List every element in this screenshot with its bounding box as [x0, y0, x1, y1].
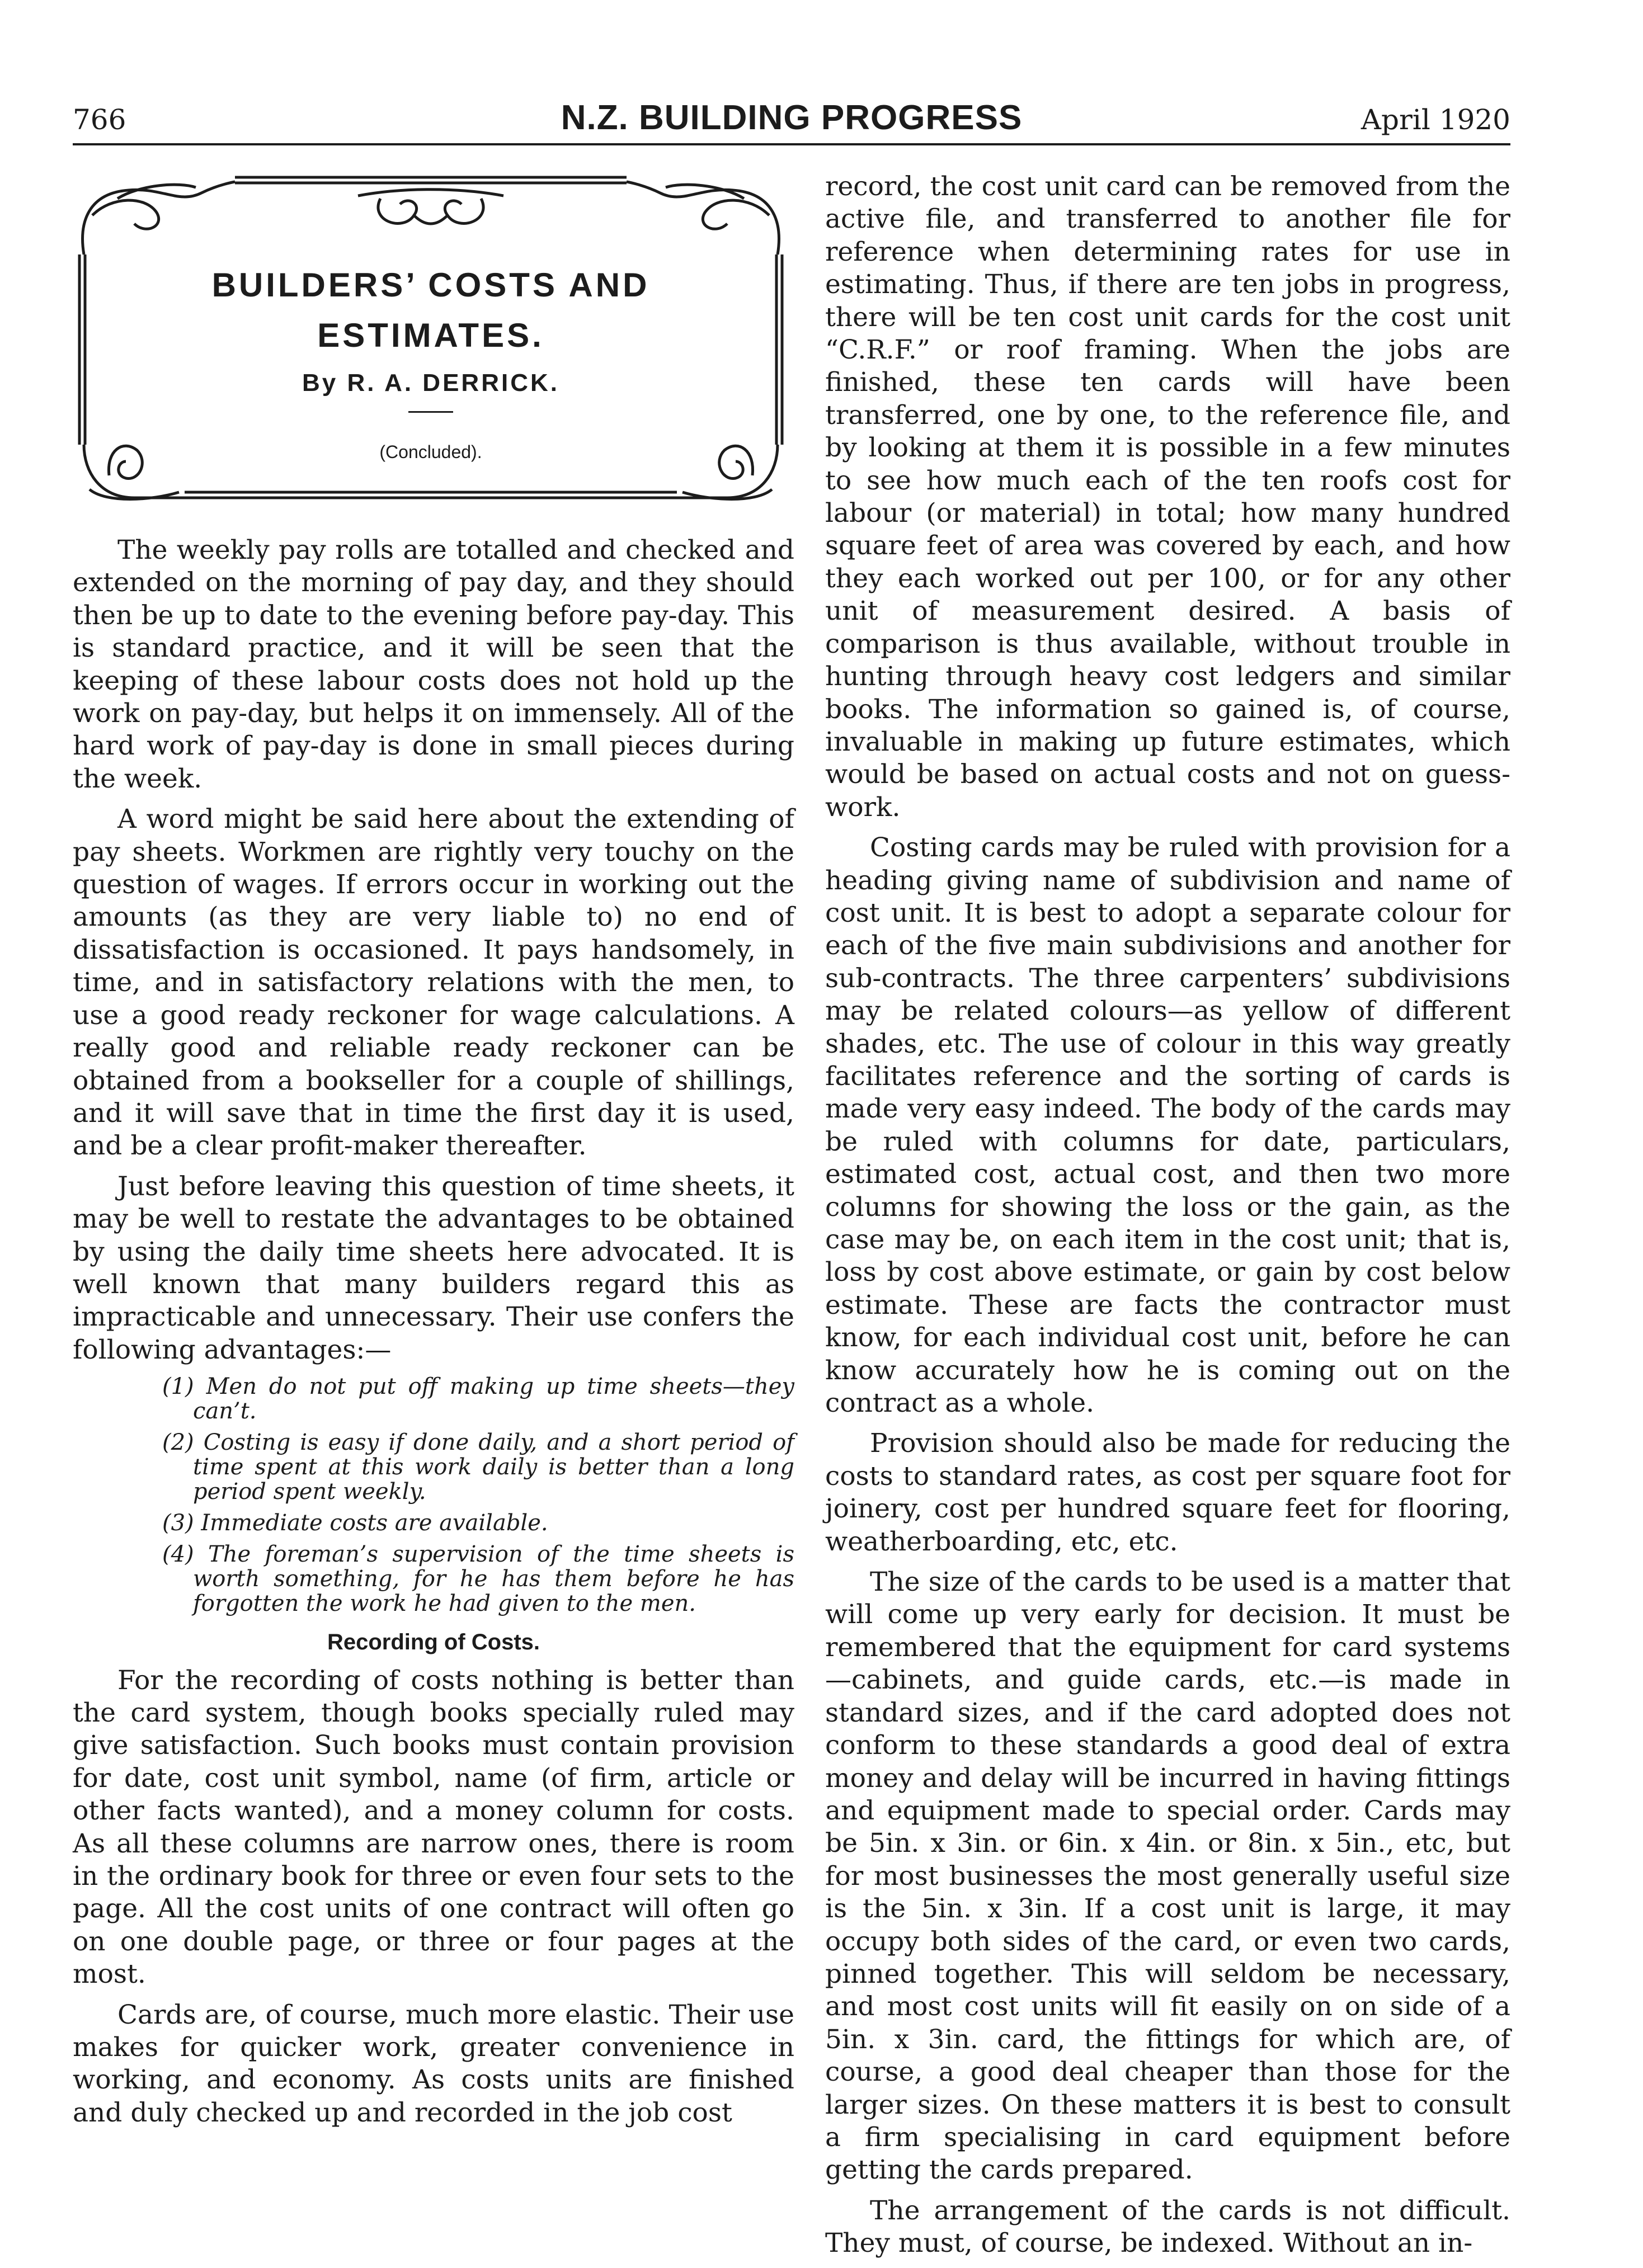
paragraph: Costing cards may be ruled with provision for a heading giving name of subdivision and name of cost unit. It is best to adopt a separate colour for each of the five main subdivisions and another for sub-contracts. The three carpenters’ subdivisions may be related colours—as yellow of different shades, etc. The use of colour in this way greatly facilitates reference and the sorting of cards is made very easy indeed. The body of the cards may be ruled with columns for date, particulars, estimated cost, actual cost, and then two more columns for showing the loss or the gain, as the case may be, on each item in the cost unit; that is, loss by cost above estimate, or gain by cost below estimate. These are facts the contractor must know, for each individual cost unit, before he can know accurately how he is coming out on the contract as a whole.	[825, 832, 1510, 1419]
article-title: BUILDERS’ COSTS AND ESTIMATES.	[211, 266, 650, 354]
byline-rule	[408, 411, 453, 413]
paragraph: The size of the cards to be used is a matter that will come up very early for decision. It must be remembered that the equipment for card systems—cabinets, and guide cards, etc.—is made in standard sizes, and if the card adopted does not conform to these standards a good deal of extra money and delay will be incurred in having fittings and equipment made to special order. Cards may be 5in. x 3in. or 6in. x 4in. or 8in. x 5in., etc, but for most businesses the most generally useful size is the 5in. x 3in. If a cost unit is large, it may occupy both sides of the card, or even two cards, pinned together. This will seldom be necessary, and most cost units will fit easily on on side of a 5in. x 3in. card, the fittings for which are, of course, a good deal cheaper than those for the larger sizes. On these matters it is best to consult a firm specialising in card equipment before getting the cards prepared.	[825, 1567, 1510, 2186]
page-header	[73, 98, 1510, 137]
paragraph: Cards are, of course, much more elastic. Their use makes for quicker work, greater convenience in working, and economy. As costs units are finished and duly checked up and recorded in the job cost	[73, 1999, 794, 2128]
paragraph: Just before leaving this question of time sheets, it may be well to restate the advantages to be obtained by using the daily time sheets here advocated. It is well known that many builders regard this as impracticable and unnecessary. Their use confers the following advantages:—	[73, 1171, 794, 1365]
section-heading: Recording of Costs.	[327, 1630, 540, 1655]
list-item: (2) Costing is easy if done daily, and a short period of time spent at this work daily is better than a long period spent weekly.	[162, 1430, 794, 1505]
paragraph: The weekly pay rolls are totalled and checked and extended on the morning of pay day, and they should then be up to date to the evening before pay-day. This is standard practice, and it will be seen that the keeping of these labour costs does not hold up the work on pay-day, but helps it on immensely. All of the hard work of pay-day is done in small pieces during the week.	[73, 535, 794, 794]
list-item: (1) Men do not put off making up time sheets—they can’t.	[162, 1374, 794, 1425]
paragraph: For the recording of costs nothing is better than the card system, though books specially ruled may give satisfaction. Such books must contain provision for date, cost unit symbol, name (of firm, article or other facts wanted), and a money column for costs. As all these columns are narrow ones, there is room in the ordinary book for three or even four sets to the page. All the cost units of one contract will often go on one double page, or three or four pages at the most.	[73, 1665, 794, 1990]
page-number: 766	[73, 103, 126, 136]
concluded-note: (Concluded).	[379, 442, 482, 462]
list-item: (3) Immediate costs are available.	[162, 1510, 548, 1536]
list-item: (4) The foreman’s supervision of the time sheets is worth something, for he has them before he has forgotten the work he had given to the men.	[162, 1541, 794, 1617]
right-column	[825, 171, 1510, 2268]
header-rule	[73, 143, 1510, 145]
paragraph: A word might be said here about the extending of pay sheets. Workmen are rightly very touchy on the question of wages. If errors occur in working out the amounts (as they are very liable to) no end of dissatisfaction is occasioned. It pays handsomely, in time, and in satisfactory relations with the men, to use a good ready reckoner for wage calculations. A really good and reliable ready reckoner can be obtained from a bookseller for a couple of shillings, and it will save that in time the first day it is used, and be a clear profit-maker thereafter.	[73, 804, 794, 1162]
journal-title: N.Z. BUILDING PROGRESS	[561, 98, 1023, 137]
issue-date: April 1920	[1360, 103, 1510, 136]
advantages-list	[73, 1374, 794, 1616]
left-column	[73, 534, 794, 2137]
paragraph: record, the cost unit card can be removed from the active file, and transferred to another file for reference when determining rates for use in estimating. Thus, if there are ten jobs in progress, there will be ten cost unit cards for the cost unit “C.R.F.” or roof framing. When the jobs are finished, these ten cards will have been transferred, one by one, to the reference file, and by looking at them it is possible in a few minutes to see how much each of the ten roofs cost for labour (or material) in total; how many hundred square feet of area was covered by each, and how they each worked out per 100, or for any other unit of measurement desired. A basis of comparison is thus available, without trouble in hunting through heavy cost ledgers and similar books. The information so gained is, of course, invaluable in making up future estimates, which would be based on actual costs and not on guess-work.	[825, 171, 1510, 823]
byline: By R. A. DERRICK.	[302, 369, 559, 397]
paragraph: The arrangement of the cards is not difficult. They must, of course, be indexed. Without an in-	[825, 2195, 1510, 2259]
title-box	[67, 171, 794, 506]
paragraph: Provision should also be made for reducing the costs to standard rates, as cost per square foot for joinery, cost per hundred square feet for flooring, weatherboarding, etc, etc.	[825, 1428, 1510, 1557]
